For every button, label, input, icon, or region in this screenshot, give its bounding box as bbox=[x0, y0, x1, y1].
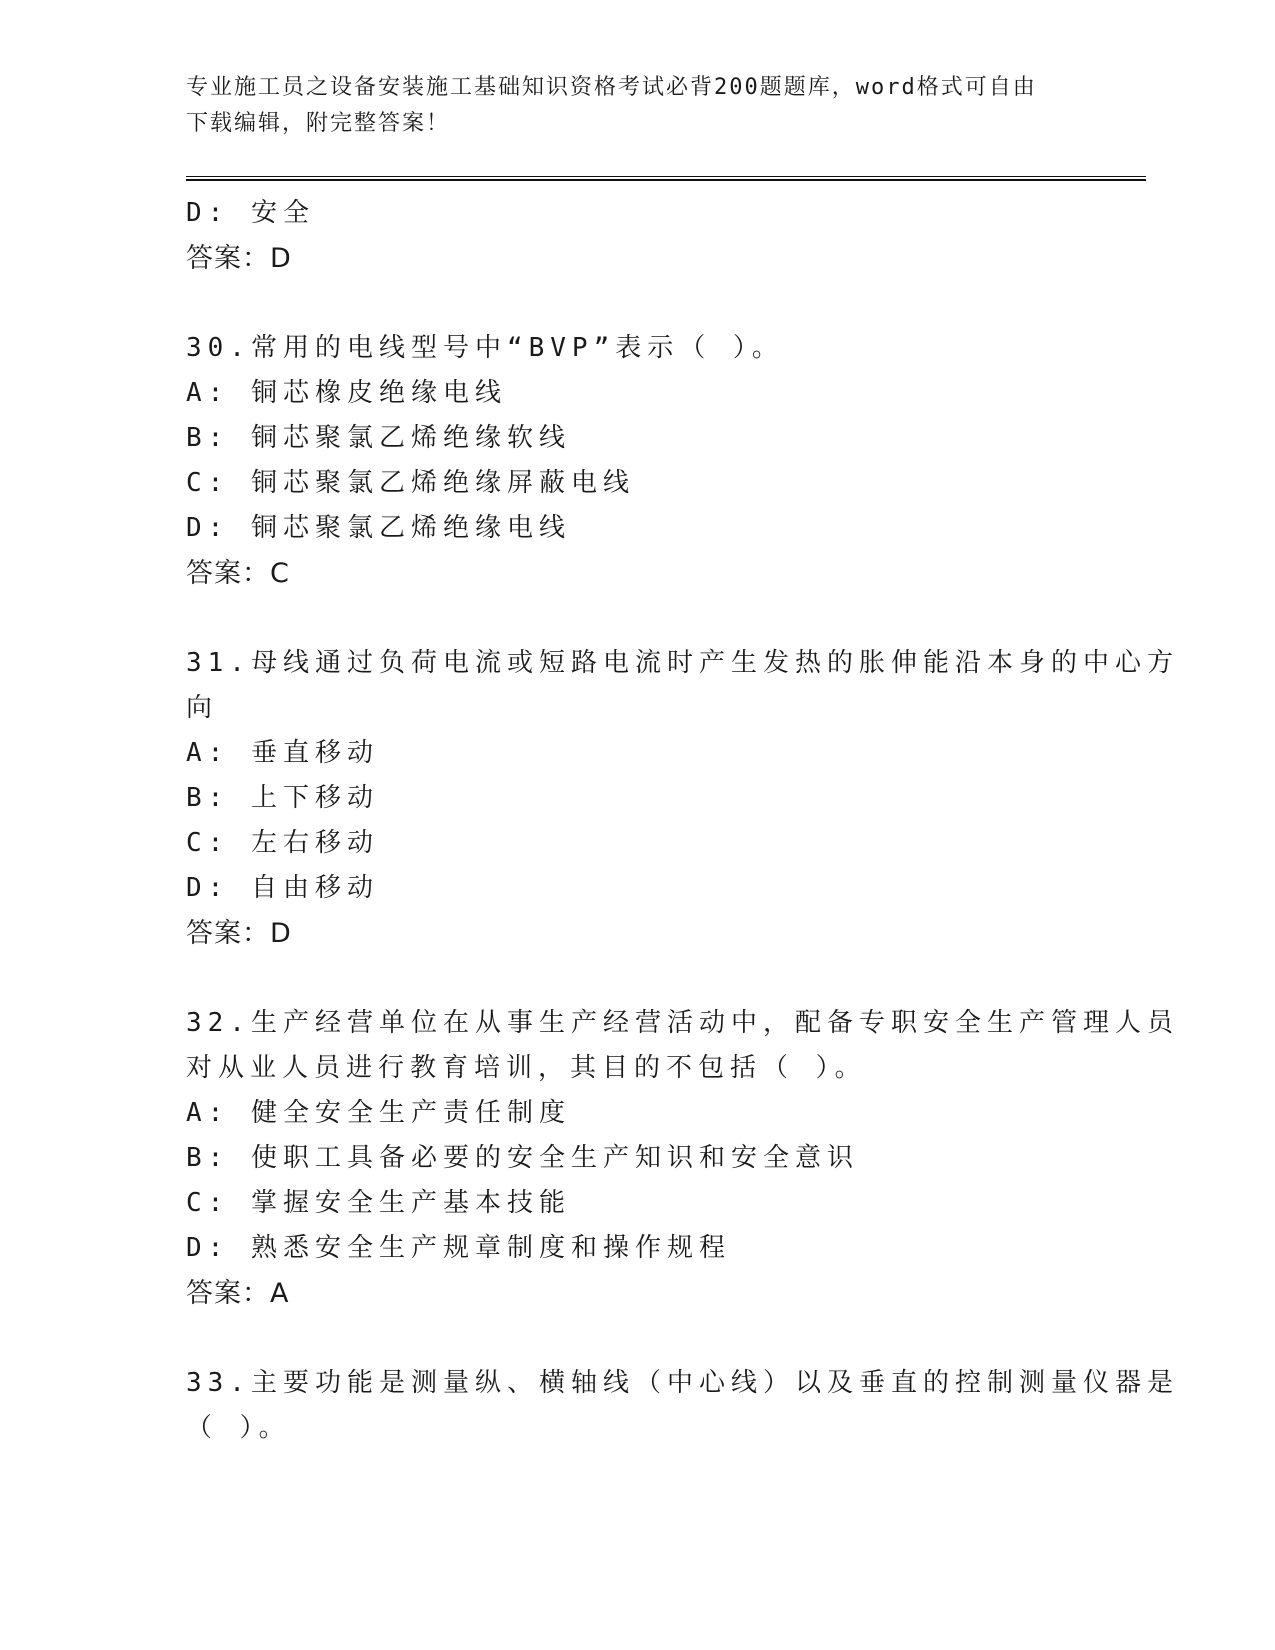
answer-line: 答案：A bbox=[186, 1278, 290, 1309]
question-list bbox=[186, 191, 1179, 1451]
header-divider bbox=[186, 176, 1146, 181]
option-b: B: 上下移动 bbox=[186, 783, 379, 813]
option-a: A: 垂直移动 bbox=[186, 738, 379, 768]
answer-line: 答案：D bbox=[186, 918, 292, 949]
question-stem: 31.母线通过负荷电流或短路电流时产生发热的胀伸能沿本身的中心方 bbox=[186, 648, 1179, 678]
option-a: A: 铜芯橡皮绝缘电线 bbox=[186, 378, 507, 408]
option-c: C: 掌握安全生产基本技能 bbox=[186, 1188, 571, 1218]
option-c: C: 铜芯聚氯乙烯绝缘屏蔽电线 bbox=[186, 468, 635, 498]
question-stem: 33.主要功能是测量纵、横轴线（中心线）以及垂直的控制测量仪器是 bbox=[186, 1368, 1179, 1398]
option-d: D: 自由移动 bbox=[186, 873, 379, 903]
option-b: B: 铜芯聚氯乙烯绝缘软线 bbox=[186, 423, 571, 453]
answer-line: 答案：D bbox=[186, 243, 292, 274]
question-stem: 32.生产经营单位在从事生产经营活动中，配备专职安全生产管理人员 bbox=[186, 1008, 1179, 1038]
question-30 bbox=[186, 326, 1086, 596]
question-32 bbox=[186, 1001, 1179, 1316]
question-33 bbox=[186, 1361, 1179, 1451]
option-b: B: 使职工具备必要的安全生产知识和安全意识 bbox=[186, 1143, 859, 1173]
question-31 bbox=[186, 641, 1179, 956]
answer-line: 答案：C bbox=[186, 558, 290, 589]
option-d: D: 安全 bbox=[186, 198, 315, 228]
document-header bbox=[186, 70, 1066, 142]
question-stem-continued: 向 bbox=[186, 693, 219, 723]
question-stem-continued: 对从业人员进行教育培训，其目的不包括（ ）。 bbox=[186, 1053, 867, 1083]
option-a: A: 健全安全生产责任制度 bbox=[186, 1098, 571, 1128]
header-title-line-1: 专业施工员之设备安装施工基础知识资格考试必背200题题库，word格式可自由 bbox=[186, 75, 1037, 100]
question-stem-continued: （ ）。 bbox=[186, 1413, 291, 1443]
option-d: D: 熟悉安全生产规章制度和操作规程 bbox=[186, 1233, 731, 1263]
header-title-line-2: 下载编辑，附完整答案！ bbox=[186, 111, 451, 136]
option-c: C: 左右移动 bbox=[186, 828, 379, 858]
option-d: D: 铜芯聚氯乙烯绝缘电线 bbox=[186, 513, 571, 543]
question-stem: 30.常用的电线型号中“BVP”表示（ ）。 bbox=[186, 333, 784, 363]
